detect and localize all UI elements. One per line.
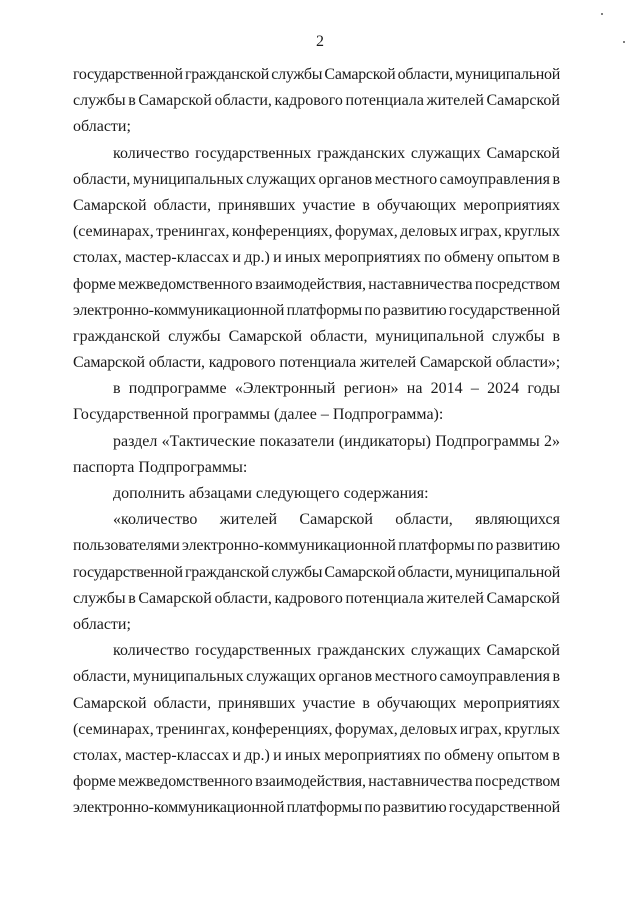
text-line-content: «количество жителей Самарской области, являющихся — [113, 511, 560, 529]
text-line — [73, 638, 560, 664]
text-line — [73, 167, 560, 193]
text-line — [73, 664, 560, 690]
text-line — [73, 560, 560, 586]
text-line — [73, 586, 560, 612]
text-line-content: Самарской области, кадрового потенциала жителей Самарской области»; — [73, 354, 560, 372]
text-line — [73, 219, 560, 245]
text-line-content: раздел «Тактические показатели (индикаторы) Подпрограммы 2» — [113, 432, 560, 450]
text-line — [73, 245, 560, 271]
text-line-content: (семинарах, тренингах, конференциях, форумах, деловых играх, круглых — [73, 720, 561, 738]
text-line-content: Государственной программы (далее – Подпрограмма): — [73, 406, 444, 424]
text-line — [73, 481, 560, 507]
text-line-content: форме межведомственного взаимодействия, наставничества посредством — [73, 773, 560, 791]
text-line — [73, 743, 560, 769]
text-line-content: гражданской службы Самарской области, муниципальной службы в — [73, 327, 560, 345]
text-line — [73, 88, 560, 114]
text-line-content: государственной гражданской службы Самарской области, муниципальной — [73, 563, 561, 581]
text-line-content: службы в Самарской области, кадрового потенциала жителей Самарской — [73, 92, 560, 110]
scan-speck — [601, 13, 603, 15]
text-line — [73, 455, 560, 481]
text-line-content: количество государственных гражданских служащих Самарской — [113, 642, 560, 660]
text-line — [73, 376, 560, 402]
text-line-content: Самарской области, принявших участие в обучающих мероприятиях — [73, 196, 560, 214]
text-line — [73, 324, 560, 350]
text-line-content: области, муниципальных служащих органов местного самоуправления в — [73, 668, 560, 686]
text-line-content: количество государственных гражданских служащих Самарской — [113, 144, 560, 162]
text-line — [73, 769, 560, 795]
text-line — [73, 193, 560, 219]
text-line — [73, 691, 560, 717]
text-line — [73, 350, 560, 376]
text-line-content: Самарской области, принявших участие в обучающих мероприятиях — [73, 694, 560, 712]
text-line — [73, 272, 560, 298]
text-line — [73, 507, 560, 533]
text-line-content: области; — [73, 615, 131, 633]
text-line — [73, 717, 560, 743]
text-line — [73, 533, 560, 559]
text-line — [73, 402, 560, 428]
text-line-content: области; — [73, 118, 131, 136]
text-line-content: службы в Самарской области, кадрового потенциала жителей Самарской — [73, 589, 560, 607]
text-line-content: электронно-коммуникационной платформы по развитию государственной — [73, 799, 560, 817]
text-line — [73, 141, 560, 167]
text-line-content: пользователями электронно-коммуникационной платформы по развитию — [73, 537, 560, 555]
text-line-content: электронно-коммуникационной платформы по развитию государственной — [73, 301, 560, 319]
text-line-content: в подпрограмме «Электронный регион» на 2014 – 2024 годы — [113, 380, 560, 398]
text-line — [73, 612, 560, 638]
text-line-content: столах, мастер-классах и др.) и иных мероприятиях по обмену опытом в — [73, 249, 560, 267]
text-line-content: столах, мастер-классах и др.) и иных мероприятиях по обмену опытом в — [73, 746, 560, 764]
text-line-content: области, муниципальных служащих органов местного самоуправления в — [73, 170, 560, 188]
text-line-content: (семинарах, тренингах, конференциях, форумах, деловых играх, круглых — [73, 223, 561, 241]
text-line — [73, 298, 560, 324]
text-line — [73, 429, 560, 455]
text-line-content: государственной гражданской службы Самарской области, муниципальной — [73, 66, 561, 83]
page-number: 2 — [316, 33, 324, 50]
text-line — [73, 114, 560, 140]
text-line — [73, 795, 560, 821]
text-line — [73, 62, 560, 88]
scan-speck — [623, 41, 625, 43]
document-body — [73, 62, 560, 821]
text-line-content: форме межведомственного взаимодействия, наставничества посредством — [73, 275, 560, 293]
text-line-content: паспорта Подпрограммы: — [73, 458, 248, 476]
text-line-content: дополнить абзацами следующего содержания: — [113, 485, 429, 502]
